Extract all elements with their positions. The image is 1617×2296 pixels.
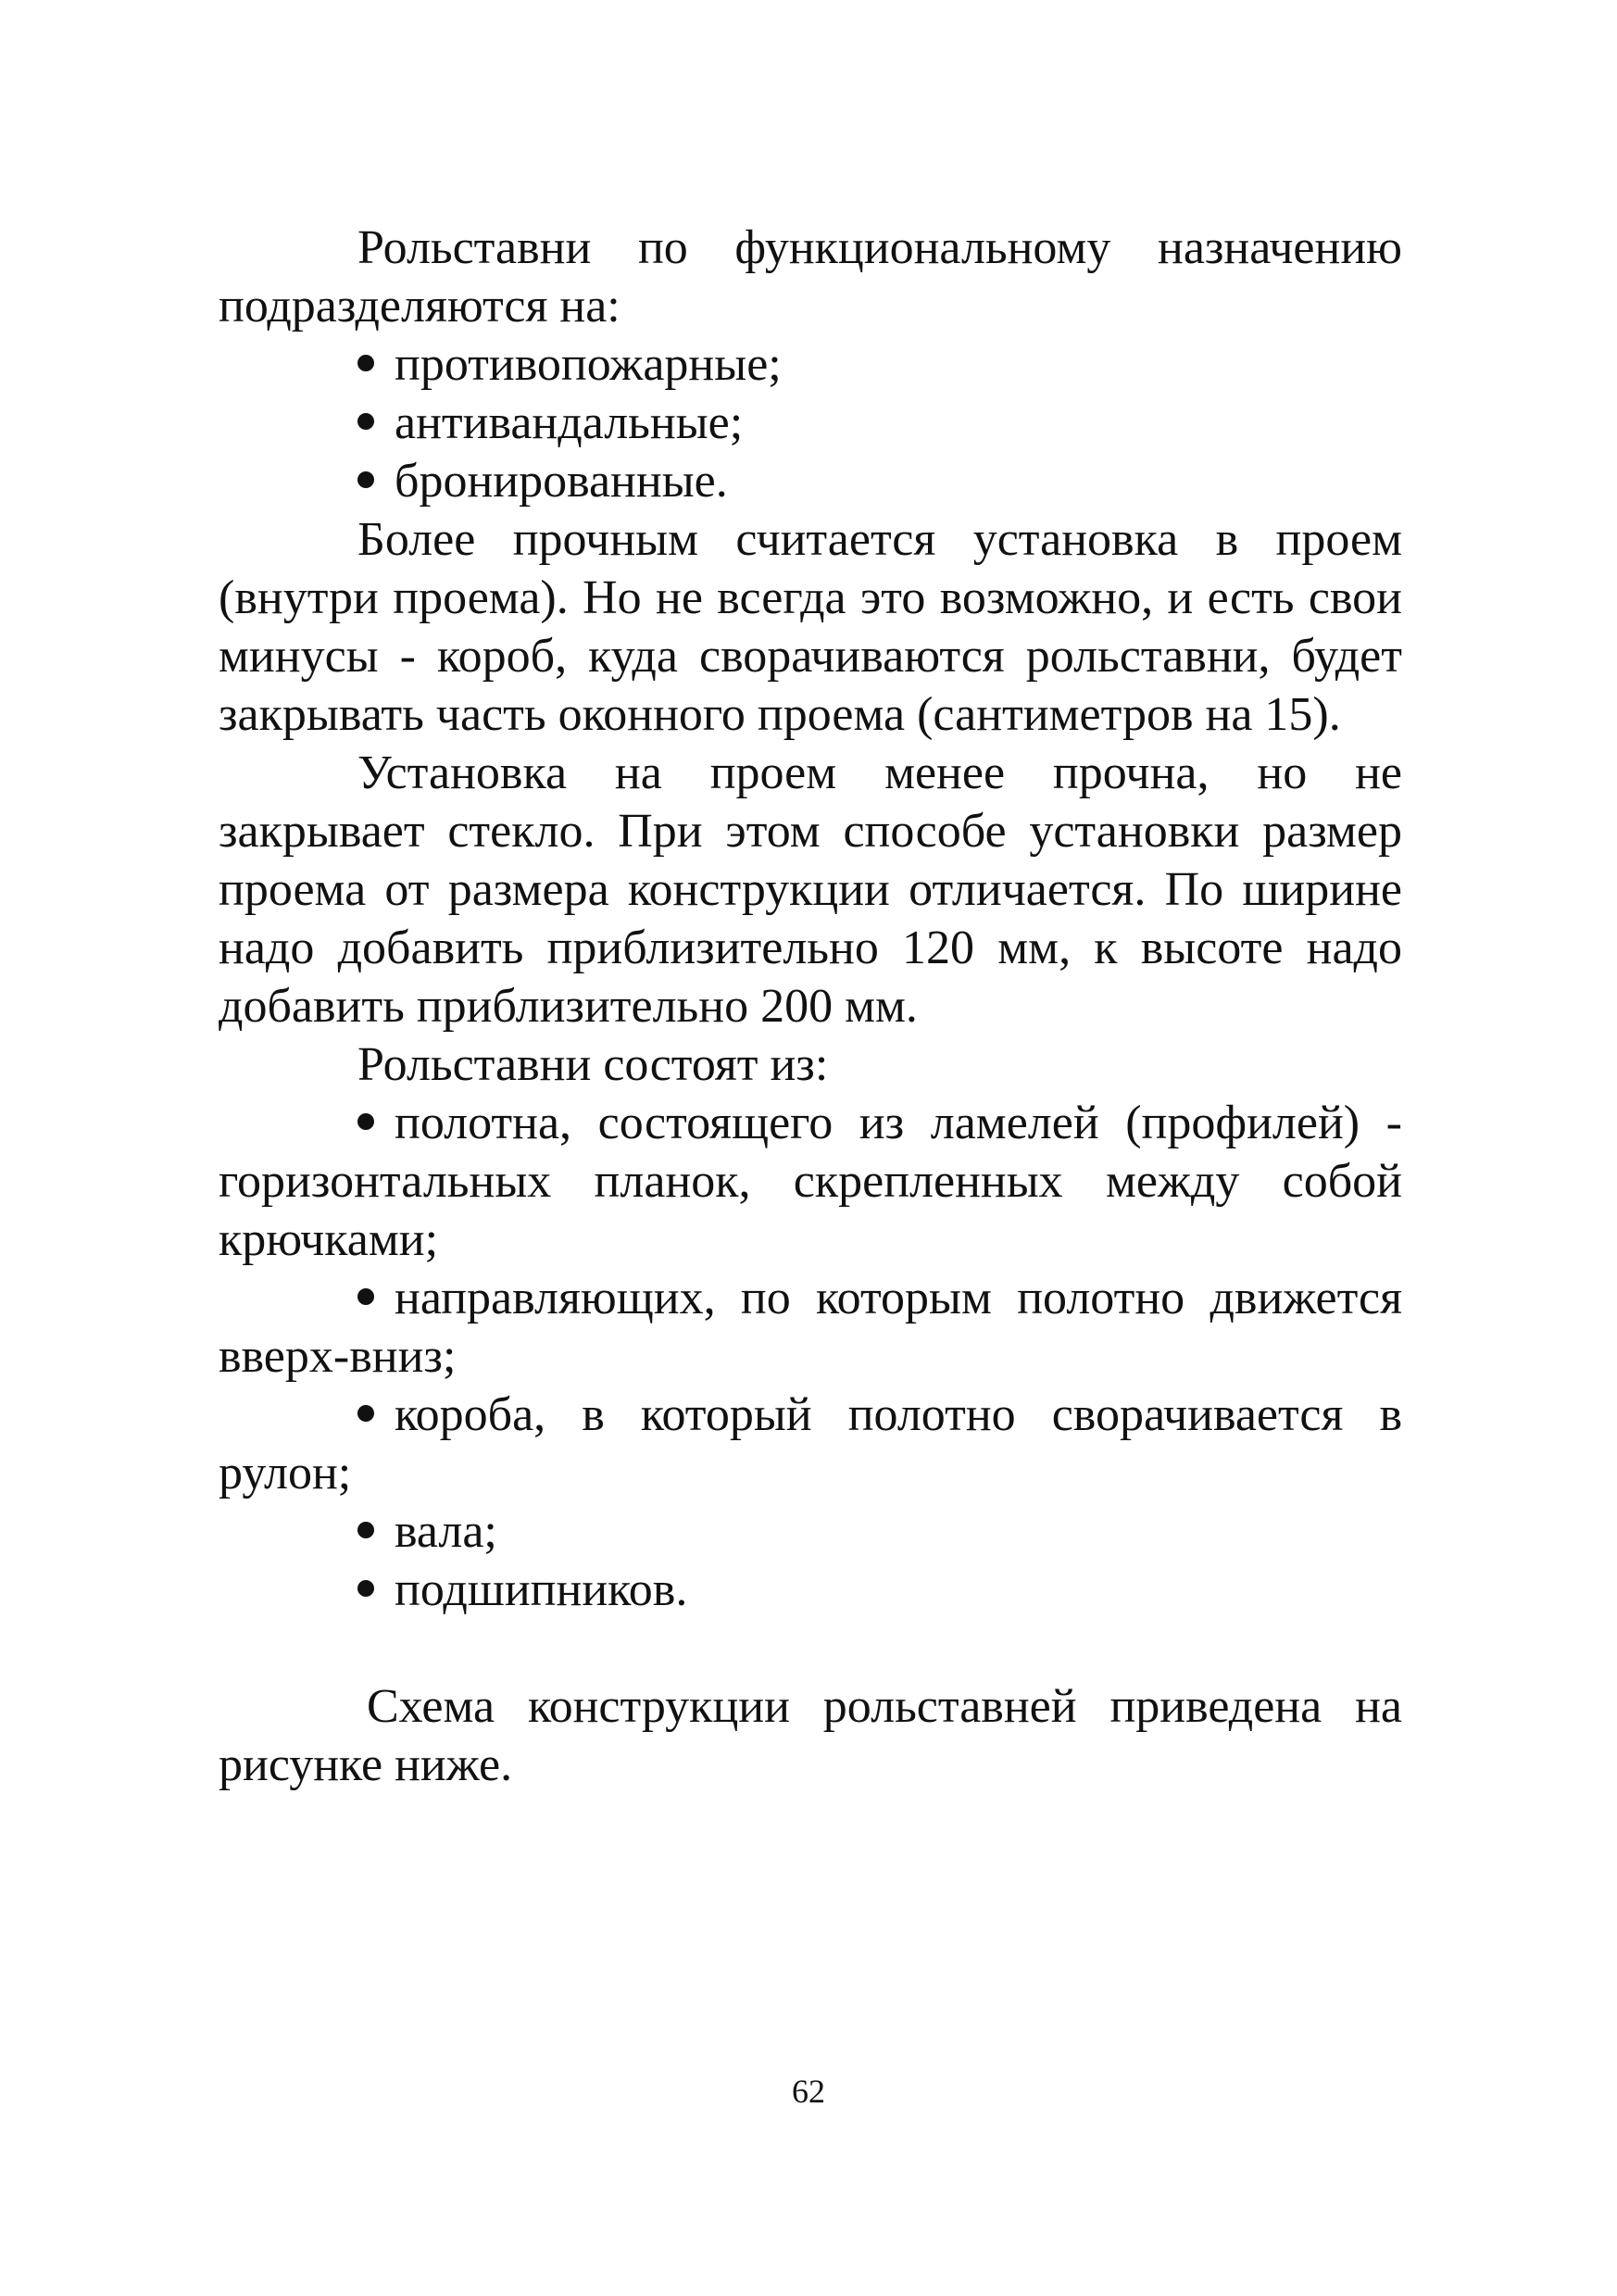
list-item xyxy=(219,1561,1402,1619)
list-item xyxy=(219,394,1402,452)
page-number: 62 xyxy=(792,2073,825,2110)
bullet-icon xyxy=(357,1405,374,1422)
spacer xyxy=(219,1619,1402,1677)
types-list xyxy=(219,335,1402,510)
list-item-text: противопожарные; xyxy=(395,338,782,391)
bullet-icon xyxy=(357,1522,374,1538)
scheme-note: Схема конструкции рольставней приведена на рисунке ниже. xyxy=(219,1680,1402,1791)
bullet-icon xyxy=(357,471,374,488)
list-item-text: подшипников. xyxy=(395,1563,688,1616)
list-item xyxy=(219,1094,1402,1269)
intro-paragraph: Рольставни по функциональному назначению подразделяются на: xyxy=(219,221,1402,332)
list-item xyxy=(219,1269,1402,1386)
bullet-icon xyxy=(357,413,374,430)
list-item xyxy=(219,452,1402,510)
text-body xyxy=(219,219,1402,1794)
bullet-icon xyxy=(357,1113,374,1130)
list-item xyxy=(219,1502,1402,1561)
install-inside-paragraph: Более прочным считается установка в проем (внутри проема). Но не всегда это возможно, и есть свои минусы - короб, куда сворачиваются рольставни, будет закрывать часть оконного проема (сантиметров на 15). xyxy=(219,513,1402,741)
list-item xyxy=(219,1386,1402,1502)
install-on-paragraph: Установка на проем менее прочна, но не закрывает стекло. При этом способе установки размер проема от размера конструкции отличается. По ширине надо добавить приблизительно 120 мм, к высоте надо добавить приблизительно 200 мм. xyxy=(219,747,1402,1033)
list-item-text: направляющих, по которым полотно движется вверх-вниз; xyxy=(219,1272,1402,1383)
bullet-icon xyxy=(357,1580,374,1597)
list-item-text: полотна, состоящего из ламелей (профилей) - горизонтальных планок, скрепленных между собой крючками; xyxy=(219,1097,1402,1266)
list-item-text: короба, в который полотно сворачивается в рулон; xyxy=(219,1388,1402,1499)
list-item xyxy=(219,335,1402,394)
list-item-text: вала; xyxy=(395,1505,497,1558)
bullet-icon xyxy=(357,355,374,371)
list-item-text: бронированные. xyxy=(395,455,728,508)
components-intro: Рольставни состоят из: xyxy=(357,1038,829,1091)
bullet-icon xyxy=(357,1288,374,1305)
list-item-text: антивандальные; xyxy=(395,396,744,449)
